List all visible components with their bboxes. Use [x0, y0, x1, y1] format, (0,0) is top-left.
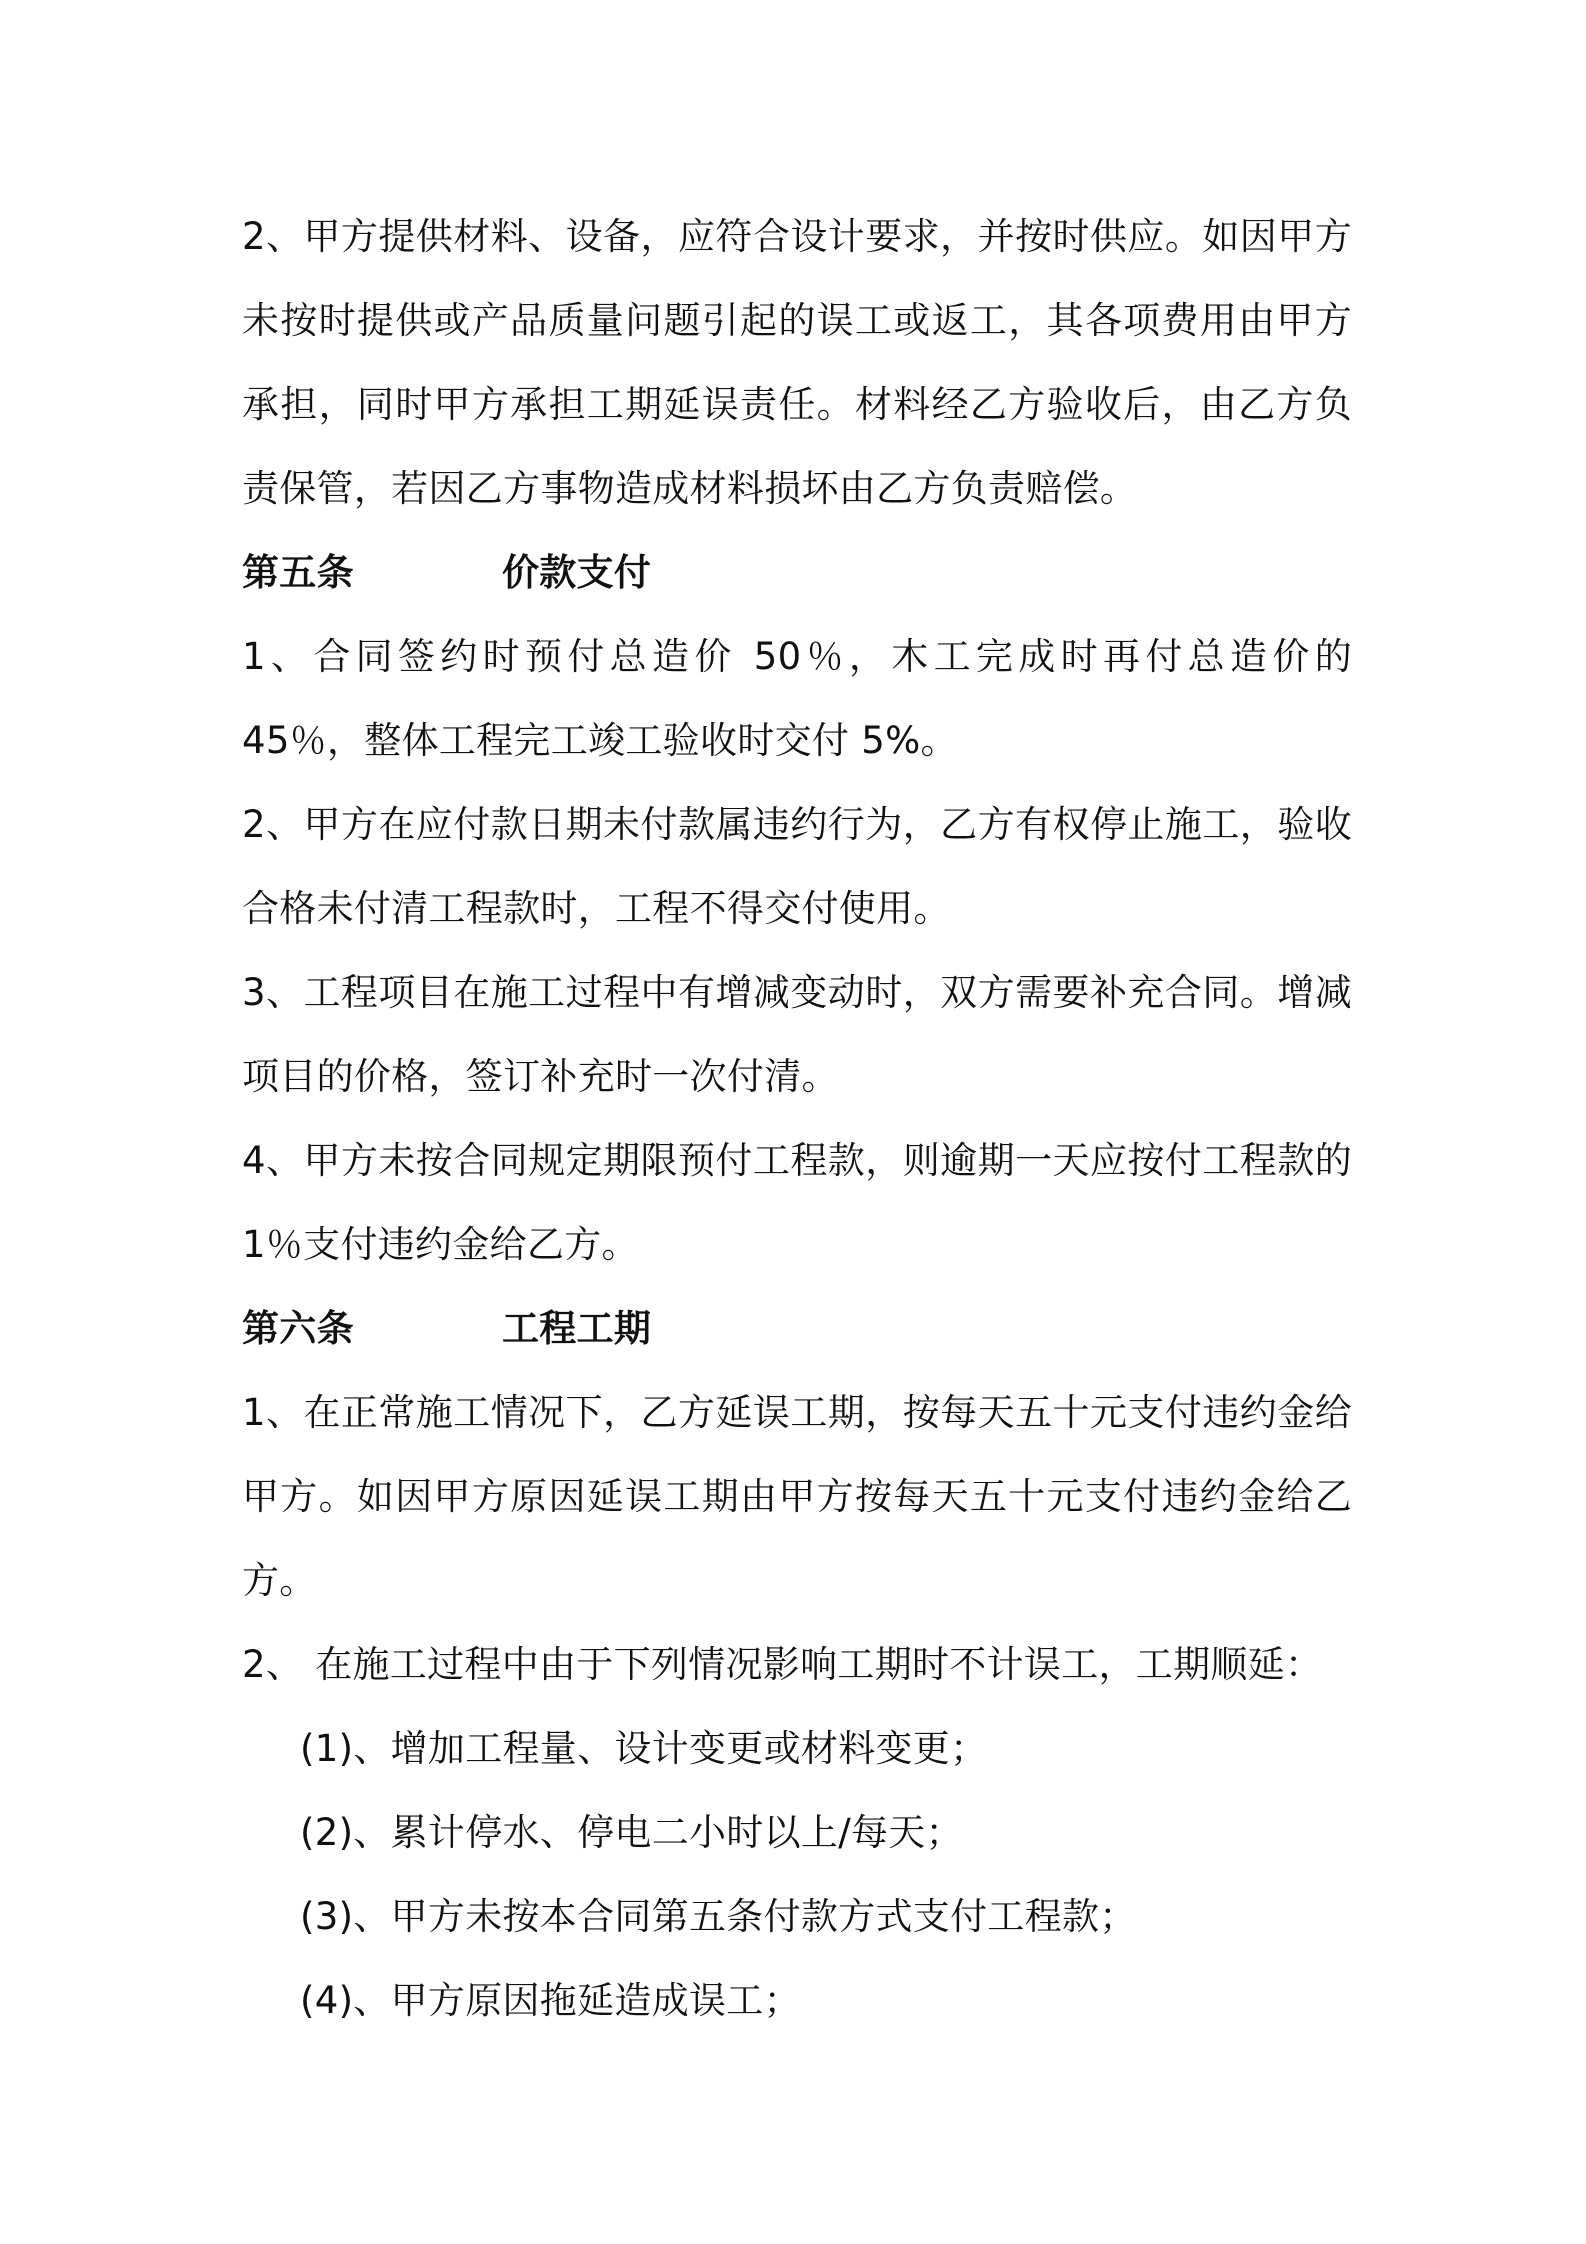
article-6-sub-item-3: (3)、甲方未按本合同第五条付款方式支付工程款；	[300, 1895, 1137, 1938]
article-6-sub-item-1: (1)、增加工程量、设计变更或材料变更；	[300, 1727, 988, 1770]
article-5-item-1: 1、合同签约时预付总造价 50％，木工完成时再付总造价的 45％，整体工程完工竣工验收时交付 5%。	[242, 635, 1352, 762]
article-6-item-2: 2、 在施工过程中由于下列情况影响工期时不计误工，工期顺延：	[242, 1643, 1323, 1686]
article-5-item-2: 2、甲方在应付款日期未付款属违约行为，乙方有权停止施工，验收合格未付清工程款时，工程不得交付使用。	[242, 803, 1352, 930]
article-5-number: 第五条	[242, 551, 354, 594]
paragraph-materials-supply: 2、甲方提供材料、设备，应符合设计要求，并按时供应。如因甲方未按时提供或产品质量问题引起的误工或返工，其各项费用由甲方承担，同时甲方承担工期延误责任。材料经乙方验收后，由乙方负责保管，若因乙方事物造成材料损坏由乙方负责赔偿。	[242, 215, 1352, 510]
article-6-sub-item-4: (4)、甲方原因拖延造成误工；	[300, 1979, 801, 2022]
article-6-item-1: 1、在正常施工情况下，乙方延误工期，按每天五十元支付违约金给甲方。如因甲方原因延误工期由甲方按每天五十元支付违约金给乙方。	[242, 1391, 1352, 1602]
article-6-title: 工程工期	[502, 1307, 652, 1350]
article-6-number: 第六条	[242, 1307, 354, 1350]
contract-body	[242, 195, 1352, 2043]
article-5-heading	[242, 531, 1352, 615]
article-5-item-3: 3、工程项目在施工过程中有增减变动时，双方需要补充合同。增减项目的价格，签订补充时一次付清。	[242, 971, 1352, 1098]
article-5-title: 价款支付	[502, 551, 652, 594]
article-6-heading	[242, 1287, 1352, 1371]
article-6-sub-item-2: (2)、累计停水、停电二小时以上/每天；	[300, 1811, 963, 1854]
article-5-item-4: 4、甲方未按合同规定期限预付工程款，则逾期一天应按付工程款的1％支付违约金给乙方。	[242, 1139, 1352, 1266]
